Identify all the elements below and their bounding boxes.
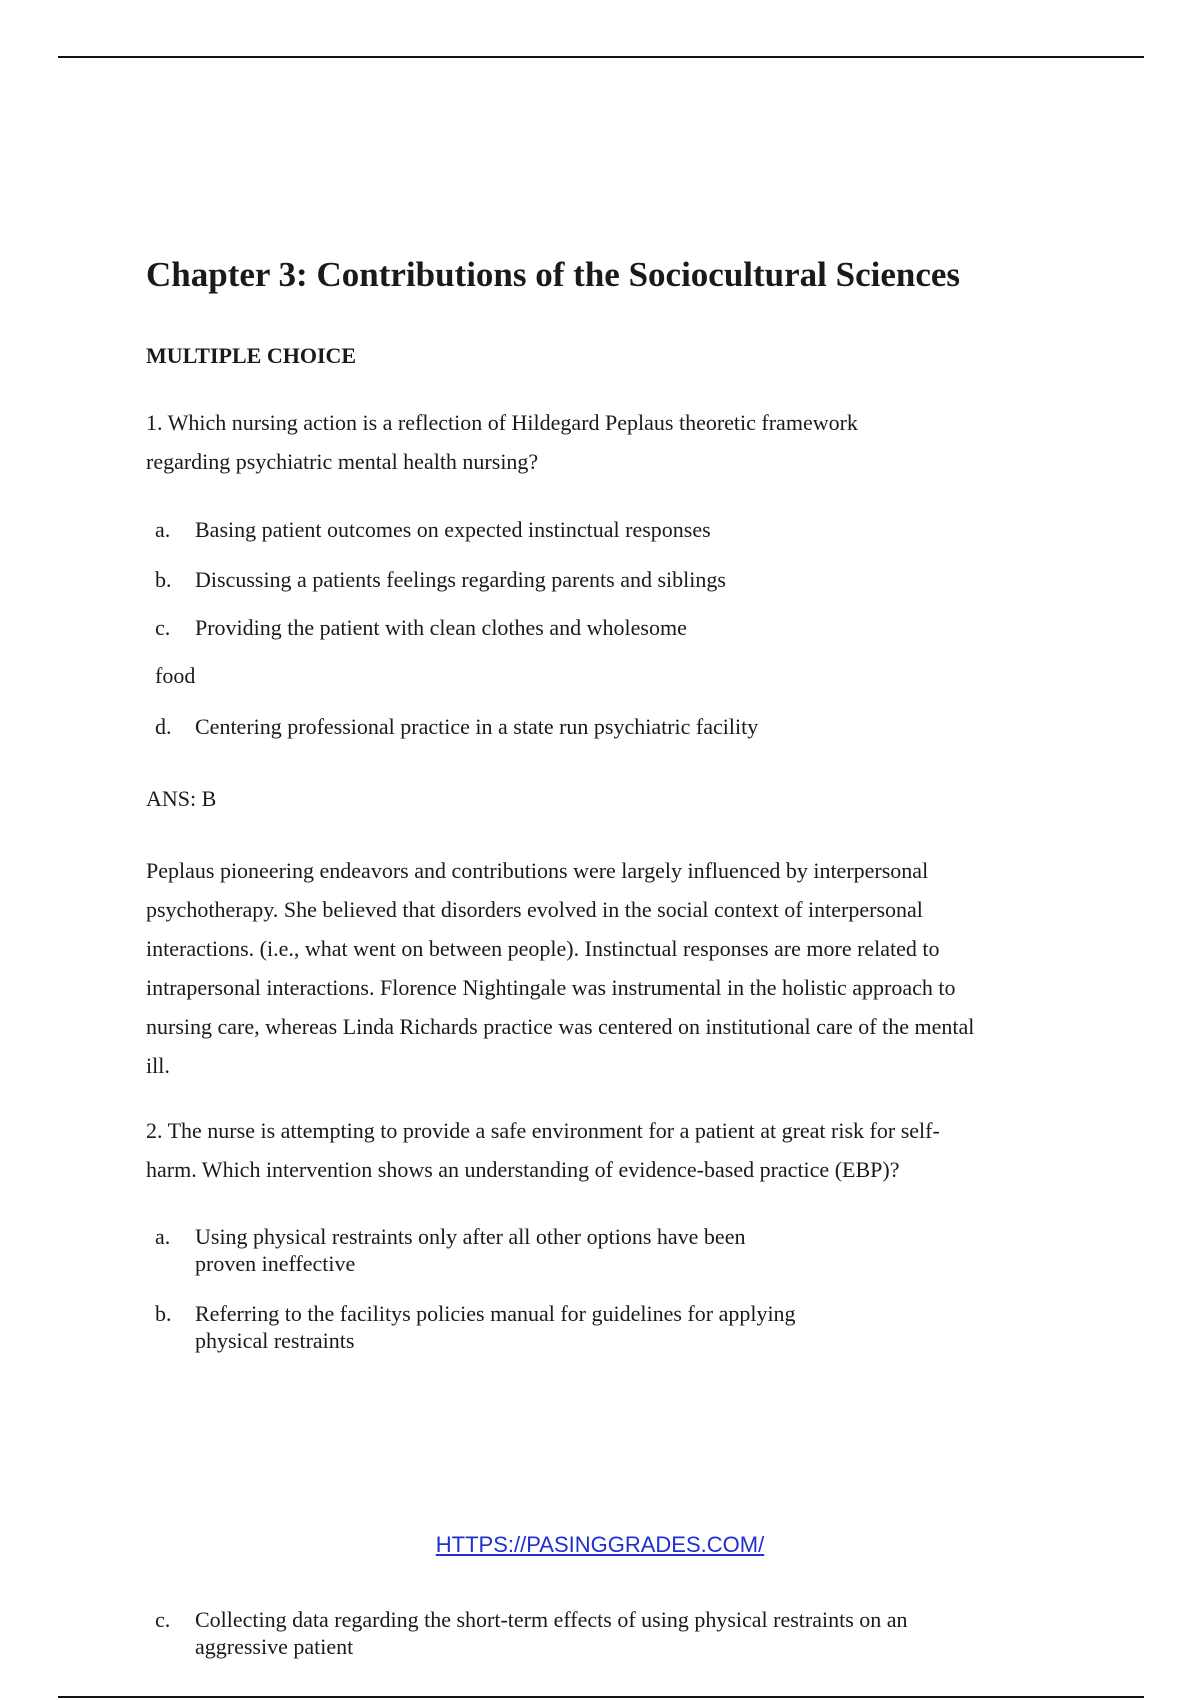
question-1-line-2: regarding psychiatric mental health nursing? <box>146 449 539 474</box>
option-text: Basing patient outcomes on expected instinctual responses <box>195 517 711 542</box>
option-letter: b. <box>155 1301 172 1326</box>
rationale-line: interactions. (i.e., what went on between people). Instinctual responses are more related to <box>146 936 940 961</box>
question-2-option-c <box>155 1606 908 1660</box>
question-1-option-c <box>155 614 687 641</box>
option-letter: b. <box>155 567 172 592</box>
top-rule <box>58 56 1144 58</box>
option-letter: c. <box>155 1607 171 1632</box>
option-text: Using physical restraints only after all other options have been <box>195 1224 746 1249</box>
rationale-line: ill. <box>146 1053 170 1078</box>
option-letter: a. <box>155 517 171 542</box>
option-letter: a. <box>155 1224 171 1249</box>
rationale-line: nursing care, whereas Linda Richards practice was centered on institutional care of the mental <box>146 1014 975 1039</box>
bottom-rule <box>58 1696 1144 1698</box>
option-text: proven ineffective <box>195 1251 356 1276</box>
question-1-line-1: 1. Which nursing action is a reflection of Hildegard Peplaus theoretic framework <box>146 410 858 435</box>
question-2-option-a <box>155 1223 745 1277</box>
answer-key: ANS: B <box>146 786 217 811</box>
question-1-option-b <box>155 566 726 593</box>
website-link[interactable]: HTTPS://PASINGGRADES.COM/ <box>435 1532 765 1557</box>
question-2-line-2: harm. Which intervention shows an understanding of evidence-based practice (EBP)? <box>146 1157 900 1182</box>
section-heading: MULTIPLE CHOICE <box>146 343 357 368</box>
option-letter: d. <box>155 714 172 739</box>
question-1-option-c-continuation: food <box>155 663 196 688</box>
question-2-stem <box>146 1111 1046 1189</box>
rationale-line: psychotherapy. She believed that disorders evolved in the social context of interpersonal <box>146 897 923 922</box>
option-text: aggressive patient <box>195 1634 354 1659</box>
chapter-title: Chapter 3: Contributions of the Sociocultural Sciences <box>146 255 961 294</box>
question-1-option-a <box>155 516 711 543</box>
option-letter: c. <box>155 615 171 640</box>
option-text: Collecting data regarding the short-term effects of using physical restraints on an <box>195 1607 908 1632</box>
rationale-paragraph <box>146 851 1066 1085</box>
rationale-line: intrapersonal interactions. Florence Nightingale was instrumental in the holistic approach to <box>146 975 956 1000</box>
rationale-line: Peplaus pioneering endeavors and contributions were largely influenced by interpersonal <box>146 858 929 883</box>
option-text: Referring to the facilitys policies manual for guidelines for applying <box>195 1301 796 1326</box>
question-1-stem <box>146 403 1046 481</box>
question-2-line-1: 2. The nurse is attempting to provide a safe environment for a patient at great risk for self- <box>146 1118 940 1143</box>
option-text: Providing the patient with clean clothes and wholesome <box>195 615 687 640</box>
option-text: Centering professional practice in a state run psychiatric facility <box>195 714 759 739</box>
option-text: Discussing a patients feelings regarding parents and siblings <box>195 567 726 592</box>
question-1-option-d <box>155 713 758 740</box>
question-2-option-b <box>155 1300 796 1354</box>
option-text: physical restraints <box>195 1328 355 1353</box>
